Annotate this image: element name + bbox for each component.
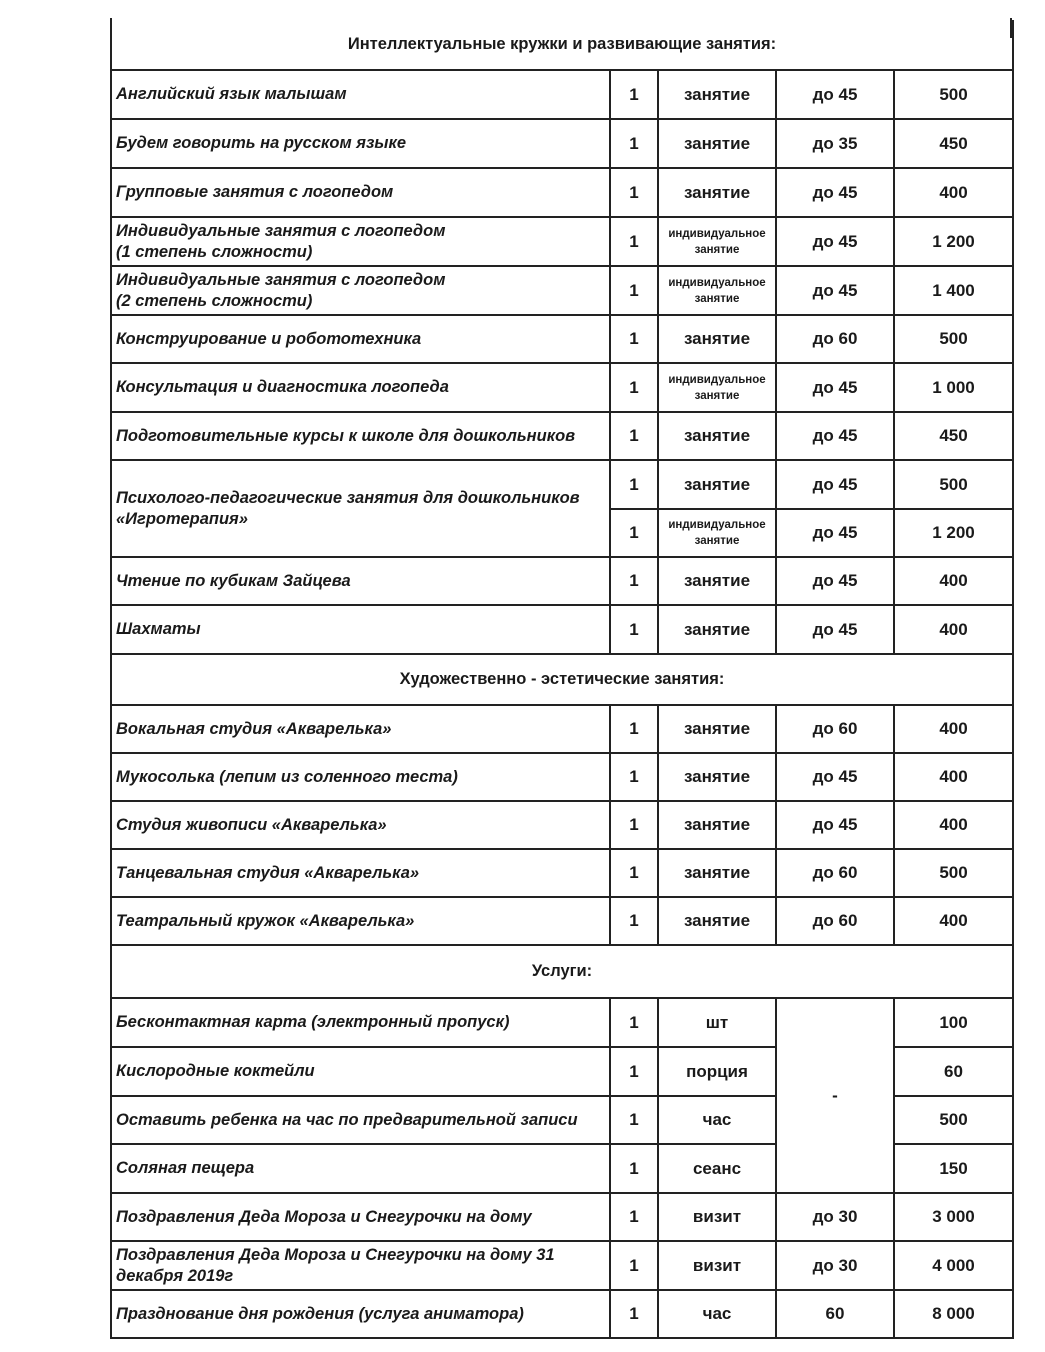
section-title: Интеллектуальные кружки и развивающие занятия: — [111, 20, 1013, 70]
service-name: Индивидуальные занятия с логопедом — [116, 270, 446, 289]
price-cell: 400 — [894, 168, 1013, 217]
service-name: Вокальная студия «Акварелька» — [111, 705, 610, 753]
unit-label: индивидуальное — [668, 227, 766, 240]
service-name: Английский язык малышам — [111, 70, 610, 119]
unit-label: индивидуальное — [668, 373, 766, 386]
price-cell: 400 — [894, 705, 1013, 753]
unit-cell: занятие — [658, 849, 776, 897]
service-name-cell — [111, 460, 610, 557]
unit-cell: занятие — [658, 168, 776, 217]
quantity-cell: 1 — [610, 412, 658, 460]
price-cell: 3 000 — [894, 1193, 1013, 1241]
duration-cell: до 35 — [776, 119, 894, 168]
price-cell: 400 — [894, 801, 1013, 849]
price-cell: 500 — [894, 1096, 1013, 1144]
table-row — [111, 557, 1013, 605]
unit-cell: занятие — [658, 897, 776, 945]
price-cell: 400 — [894, 557, 1013, 605]
duration-cell: до 30 — [776, 1241, 894, 1290]
duration-cell: до 60 — [776, 705, 894, 753]
section-title: Услуги: — [111, 945, 1013, 998]
quantity-cell: 1 — [610, 557, 658, 605]
service-name: Поздравления Деда Мороза и Снегурочки на дому — [111, 1193, 610, 1241]
table-row — [111, 412, 1013, 460]
duration-cell: до 30 — [776, 1193, 894, 1241]
service-name: Конструирование и робототехника — [111, 315, 610, 363]
table-row — [111, 168, 1013, 217]
table-row — [111, 217, 1013, 266]
duration-cell: до 60 — [776, 315, 894, 363]
table-row — [111, 998, 1013, 1047]
unit-label-line2: занятие — [694, 389, 740, 402]
quantity-cell: 1 — [610, 753, 658, 801]
duration-cell: до 45 — [776, 557, 894, 605]
price-cell: 1 000 — [894, 363, 1013, 412]
duration-cell: до 45 — [776, 412, 894, 460]
table-row — [111, 705, 1013, 753]
unit-cell: занятие — [658, 315, 776, 363]
price-cell: 100 — [894, 998, 1013, 1047]
unit-cell: занятие — [658, 460, 776, 509]
service-name: Мукосолька (лепим из соленного теста) — [111, 753, 610, 801]
table-row — [111, 1193, 1013, 1241]
quantity-cell: 1 — [610, 509, 658, 557]
quantity-cell: 1 — [610, 897, 658, 945]
price-cell: 1 200 — [894, 509, 1013, 557]
unit-label-line2: занятие — [694, 243, 740, 256]
unit-cell: сеанс — [658, 1144, 776, 1193]
duration-cell: до 60 — [776, 897, 894, 945]
service-name: Кислородные коктейли — [111, 1047, 610, 1096]
service-name: Танцевальная студия «Акварелька» — [111, 849, 610, 897]
unit-cell: занятие — [658, 801, 776, 849]
duration-cell: до 45 — [776, 217, 894, 266]
quantity-cell: 1 — [610, 363, 658, 412]
service-name: Психолого-педагогические занятия для дошкольников — [116, 488, 580, 507]
table-row — [111, 460, 1013, 509]
service-name: Индивидуальные занятия с логопедом — [116, 221, 446, 240]
section-header-row — [111, 654, 1013, 705]
price-cell: 450 — [894, 119, 1013, 168]
duration-cell: до 45 — [776, 168, 894, 217]
table-row — [111, 753, 1013, 801]
service-name: Бесконтактная карта (электронный пропуск) — [111, 998, 610, 1047]
unit-cell: порция — [658, 1047, 776, 1096]
unit-cell: занятие — [658, 412, 776, 460]
price-cell: 150 — [894, 1144, 1013, 1193]
duration-cell: до 45 — [776, 801, 894, 849]
unit-label: индивидуальное — [668, 519, 766, 531]
quantity-cell: 1 — [610, 801, 658, 849]
price-cell: 400 — [894, 753, 1013, 801]
quantity-cell: 1 — [610, 1290, 658, 1338]
unit-cell: час — [658, 1290, 776, 1338]
price-cell: 1 400 — [894, 266, 1013, 315]
service-name: Театральный кружок «Акварелька» — [111, 897, 610, 945]
quantity-cell: 1 — [610, 217, 658, 266]
unit-cell — [658, 217, 776, 266]
unit-cell: визит — [658, 1241, 776, 1290]
duration-cell: - — [776, 998, 894, 1193]
price-cell: 400 — [894, 897, 1013, 945]
unit-cell: визит — [658, 1193, 776, 1241]
price-cell: 500 — [894, 70, 1013, 119]
price-cell: 400 — [894, 605, 1013, 654]
service-name: Соляная пещера — [111, 1144, 610, 1193]
service-name-detail: (2 степень сложности) — [116, 291, 313, 310]
quantity-cell: 1 — [610, 70, 658, 119]
duration-cell: до 45 — [776, 460, 894, 509]
duration-cell: до 45 — [776, 753, 894, 801]
quantity-cell: 1 — [610, 460, 658, 509]
unit-cell: занятие — [658, 753, 776, 801]
quantity-cell: 1 — [610, 1047, 658, 1096]
price-table — [110, 20, 1014, 1339]
price-cell: 8 000 — [894, 1290, 1013, 1338]
duration-cell: до 45 — [776, 363, 894, 412]
quantity-cell: 1 — [610, 998, 658, 1047]
unit-cell — [658, 509, 776, 557]
quantity-cell: 1 — [610, 605, 658, 654]
unit-cell: шт — [658, 998, 776, 1047]
price-cell: 4 000 — [894, 1241, 1013, 1290]
table-row — [111, 315, 1013, 363]
quantity-cell: 1 — [610, 1096, 658, 1144]
unit-cell — [658, 266, 776, 315]
quantity-cell: 1 — [610, 705, 658, 753]
quantity-cell: 1 — [610, 849, 658, 897]
table-row — [111, 849, 1013, 897]
table-row — [111, 70, 1013, 119]
unit-cell: занятие — [658, 605, 776, 654]
service-name: Поздравления Деда Мороза и Снегурочки на дому 31 — [116, 1245, 555, 1264]
price-cell: 500 — [894, 315, 1013, 363]
service-name-detail: декабря 2019г — [116, 1266, 234, 1285]
table-row — [111, 801, 1013, 849]
unit-label: индивидуальное — [668, 276, 766, 289]
table-row — [111, 1290, 1013, 1338]
service-name: Празднование дня рождения (услуга аниматора) — [111, 1290, 610, 1338]
unit-cell — [658, 363, 776, 412]
section-header-row — [111, 20, 1013, 70]
unit-cell: занятие — [658, 557, 776, 605]
unit-cell: час — [658, 1096, 776, 1144]
service-name-cell — [111, 1241, 610, 1290]
price-cell: 450 — [894, 412, 1013, 460]
table-row — [111, 363, 1013, 412]
duration-cell: до 45 — [776, 266, 894, 315]
price-cell: 500 — [894, 460, 1013, 509]
unit-cell: занятие — [658, 119, 776, 168]
section-header-row — [111, 945, 1013, 998]
price-cell: 60 — [894, 1047, 1013, 1096]
service-name-cell — [111, 266, 610, 315]
unit-label-line2: занятие — [694, 535, 740, 547]
quantity-cell: 1 — [610, 266, 658, 315]
section-title: Художественно - эстетические занятия: — [111, 654, 1013, 705]
quantity-cell: 1 — [610, 315, 658, 363]
service-name: Подготовительные курсы к школе для дошкольников — [111, 412, 610, 460]
service-name: Оставить ребенка на час по предварительной записи — [111, 1096, 610, 1144]
quantity-cell: 1 — [610, 1193, 658, 1241]
quantity-cell: 1 — [610, 168, 658, 217]
duration-cell: до 45 — [776, 605, 894, 654]
table-row — [111, 1241, 1013, 1290]
service-name: Будем говорить на русском языке — [111, 119, 610, 168]
service-name-cell — [111, 217, 610, 266]
price-cell: 1 200 — [894, 217, 1013, 266]
duration-cell: до 45 — [776, 509, 894, 557]
unit-label-line2: занятие — [694, 292, 740, 305]
service-name: Консультация и диагностика логопеда — [111, 363, 610, 412]
service-name: Шахматы — [111, 605, 610, 654]
table-row — [111, 119, 1013, 168]
table-row — [111, 266, 1013, 315]
quantity-cell: 1 — [610, 1144, 658, 1193]
duration-cell: 60 — [776, 1290, 894, 1338]
unit-cell: занятие — [658, 705, 776, 753]
duration-cell: до 60 — [776, 849, 894, 897]
quantity-cell: 1 — [610, 119, 658, 168]
duration-cell: до 45 — [776, 70, 894, 119]
service-name: Студия живописи «Акварелька» — [111, 801, 610, 849]
service-name-detail: «Игротерапия» — [116, 509, 248, 528]
unit-cell: занятие — [658, 70, 776, 119]
price-cell: 500 — [894, 849, 1013, 897]
table-row — [111, 897, 1013, 945]
service-name-detail: (1 степень сложности) — [116, 242, 313, 261]
quantity-cell: 1 — [610, 1241, 658, 1290]
service-name: Чтение по кубикам Зайцева — [111, 557, 610, 605]
service-name: Групповые занятия с логопедом — [111, 168, 610, 217]
table-row — [111, 605, 1013, 654]
